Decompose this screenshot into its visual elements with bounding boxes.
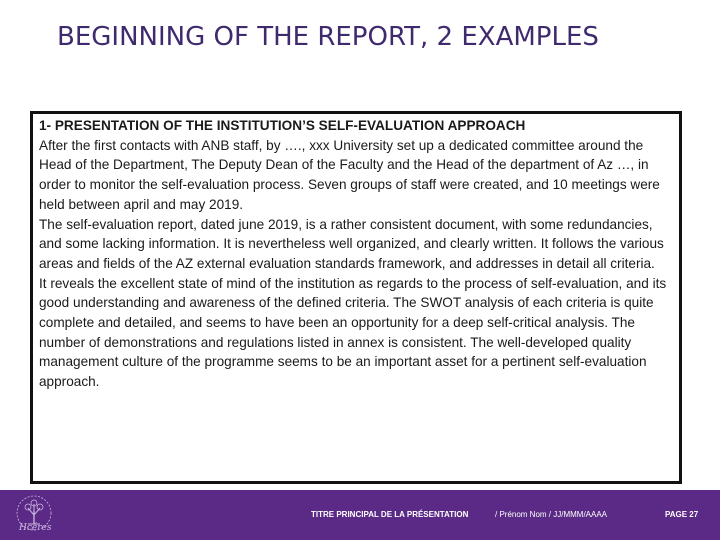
footer-bar: [0, 490, 720, 540]
footer-author-date: / Prénom Nom / JJ/MMM/AAAA: [495, 510, 608, 519]
footer-presentation-title: TITRE PRINCIPAL DE LA PRÉSENTATION: [311, 510, 469, 519]
logo-wordmark: Hcéres: [19, 523, 52, 533]
paragraph-2: The self-evaluation report, dated june 2019, is a rather consistent document, with some redundancies, and some lacking information. It is nevertheless well organized, and clearly written. It follows the various areas and fields of the AZ external evaluation standards framework, and addresses in detail all criteria.: [39, 216, 664, 271]
paragraph-1: After the first contacts with ANB staff, by …., xxx University set up a dedicated committee around the Head of the Department, The Deputy Dean of the Faculty and the Head of the department of Az …, in order to monitor the self-evaluation process. Seven groups of staff were created, and 10 meetings were held between april and may 2019.: [39, 137, 660, 212]
slide-title: BEGINNING OF THE REPORT, 2 EXAMPLES: [57, 22, 599, 52]
footer-page-number: PAGE 27: [665, 510, 699, 519]
report-text-box: [30, 111, 682, 484]
paragraph-3: It reveals the excellent state of mind of the institution as regards to the process of self-evaluation, and its good understanding and awareness of the defined criteria. The SWOT analysis of each criteria is quite complete and detailed, and seems to have been an opportunity for a deep self-critical analysis. The number of demonstrations and regulations listed in annex is consistent. The well-developed quality management culture of the programme seems to be an important asset for a pertinent self-evaluation approach.: [39, 275, 667, 390]
section-heading: 1- PRESENTATION OF THE INSTITUTION’S SELF-EVALUATION APPROACH: [39, 118, 526, 133]
